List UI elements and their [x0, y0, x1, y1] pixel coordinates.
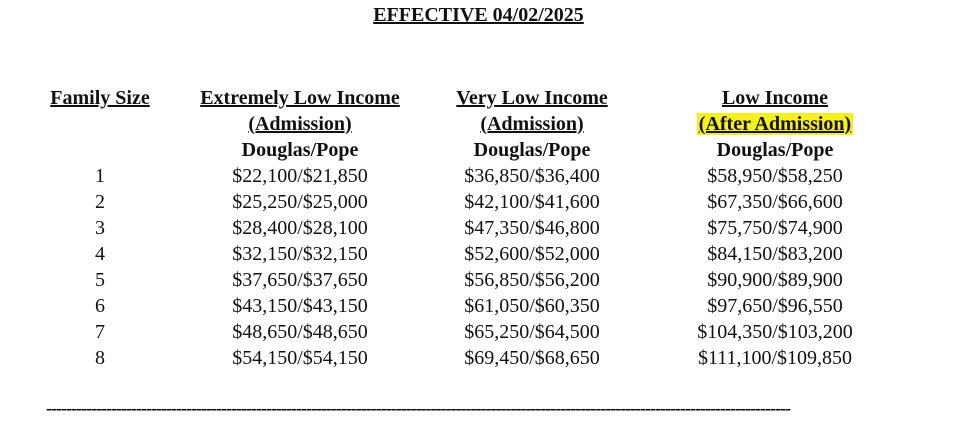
- family-size-cell: 6: [95, 295, 105, 317]
- family-size-cell: 2: [95, 191, 105, 213]
- page-title: EFFECTIVE 04/02/2025: [373, 4, 584, 26]
- very-low-income-column: [422, 85, 642, 371]
- very-low-income-header: Very Low Income: [456, 87, 608, 109]
- extremely-low-income-cell: $28,400/$28,100: [232, 217, 368, 239]
- extremely-low-income-region: Douglas/Pope: [241, 139, 359, 161]
- low-income-cell: $97,650/$96,550: [707, 295, 843, 317]
- low-income-subheader-highlighted: (After Admission): [698, 113, 852, 135]
- low-income-column: [660, 85, 890, 371]
- low-income-cell: $67,350/$66,600: [707, 191, 843, 213]
- very-low-income-cell: $42,100/$41,600: [464, 191, 600, 213]
- extremely-low-income-subheader: (Admission): [248, 113, 352, 135]
- extremely-low-income-cell: $37,650/$37,650: [232, 269, 368, 291]
- family-size-cell: 5: [95, 269, 105, 291]
- extremely-low-income-column: [175, 85, 425, 371]
- family-size-cell: 7: [95, 321, 105, 343]
- dashed-separator: -----------------------------------------------------------------------------------------------------------------------------------------------------: [46, 398, 791, 418]
- low-income-cell: $104,350/$103,200: [697, 321, 853, 343]
- low-income-region: Douglas/Pope: [716, 139, 834, 161]
- extremely-low-income-cell: $25,250/$25,000: [232, 191, 368, 213]
- very-low-income-cell: $36,850/$36,400: [464, 165, 600, 187]
- low-income-cell: $84,150/$83,200: [707, 243, 843, 265]
- low-income-cell: $75,750/$74,900: [707, 217, 843, 239]
- very-low-income-cell: $47,350/$46,800: [464, 217, 600, 239]
- family-size-cell: 4: [95, 243, 105, 265]
- very-low-income-cell: $61,050/$60,350: [464, 295, 600, 317]
- extremely-low-income-cell: $32,150/$32,150: [232, 243, 368, 265]
- extremely-low-income-cell: $54,150/$54,150: [232, 347, 368, 369]
- very-low-income-cell: $52,600/$52,000: [464, 243, 600, 265]
- low-income-header: Low Income: [721, 87, 829, 109]
- low-income-cell: $58,950/$58,250: [707, 165, 843, 187]
- very-low-income-cell: $69,450/$68,650: [464, 347, 600, 369]
- very-low-income-subheader: (Admission): [480, 113, 584, 135]
- family-size-cell: 8: [95, 347, 105, 369]
- extremely-low-income-cell: $48,650/$48,650: [232, 321, 368, 343]
- very-low-income-cell: $56,850/$56,200: [464, 269, 600, 291]
- extremely-low-income-cell: $22,100/$21,850: [232, 165, 368, 187]
- family-size-cell: 3: [95, 217, 105, 239]
- extremely-low-income-cell: $43,150/$43,150: [232, 295, 368, 317]
- very-low-income-region: Douglas/Pope: [473, 139, 591, 161]
- low-income-cell: $90,900/$89,900: [707, 269, 843, 291]
- low-income-subheader-wrap: [660, 111, 890, 137]
- family-size-cell: 1: [95, 165, 105, 187]
- extremely-low-income-header: Extremely Low Income: [200, 87, 400, 109]
- very-low-income-cell: $65,250/$64,500: [464, 321, 600, 343]
- family-size-header-spacer: [40, 111, 160, 163]
- family-size-header: Family Size: [50, 87, 150, 109]
- low-income-cell: $111,100/$109,850: [697, 347, 853, 369]
- family-size-column: [40, 85, 160, 371]
